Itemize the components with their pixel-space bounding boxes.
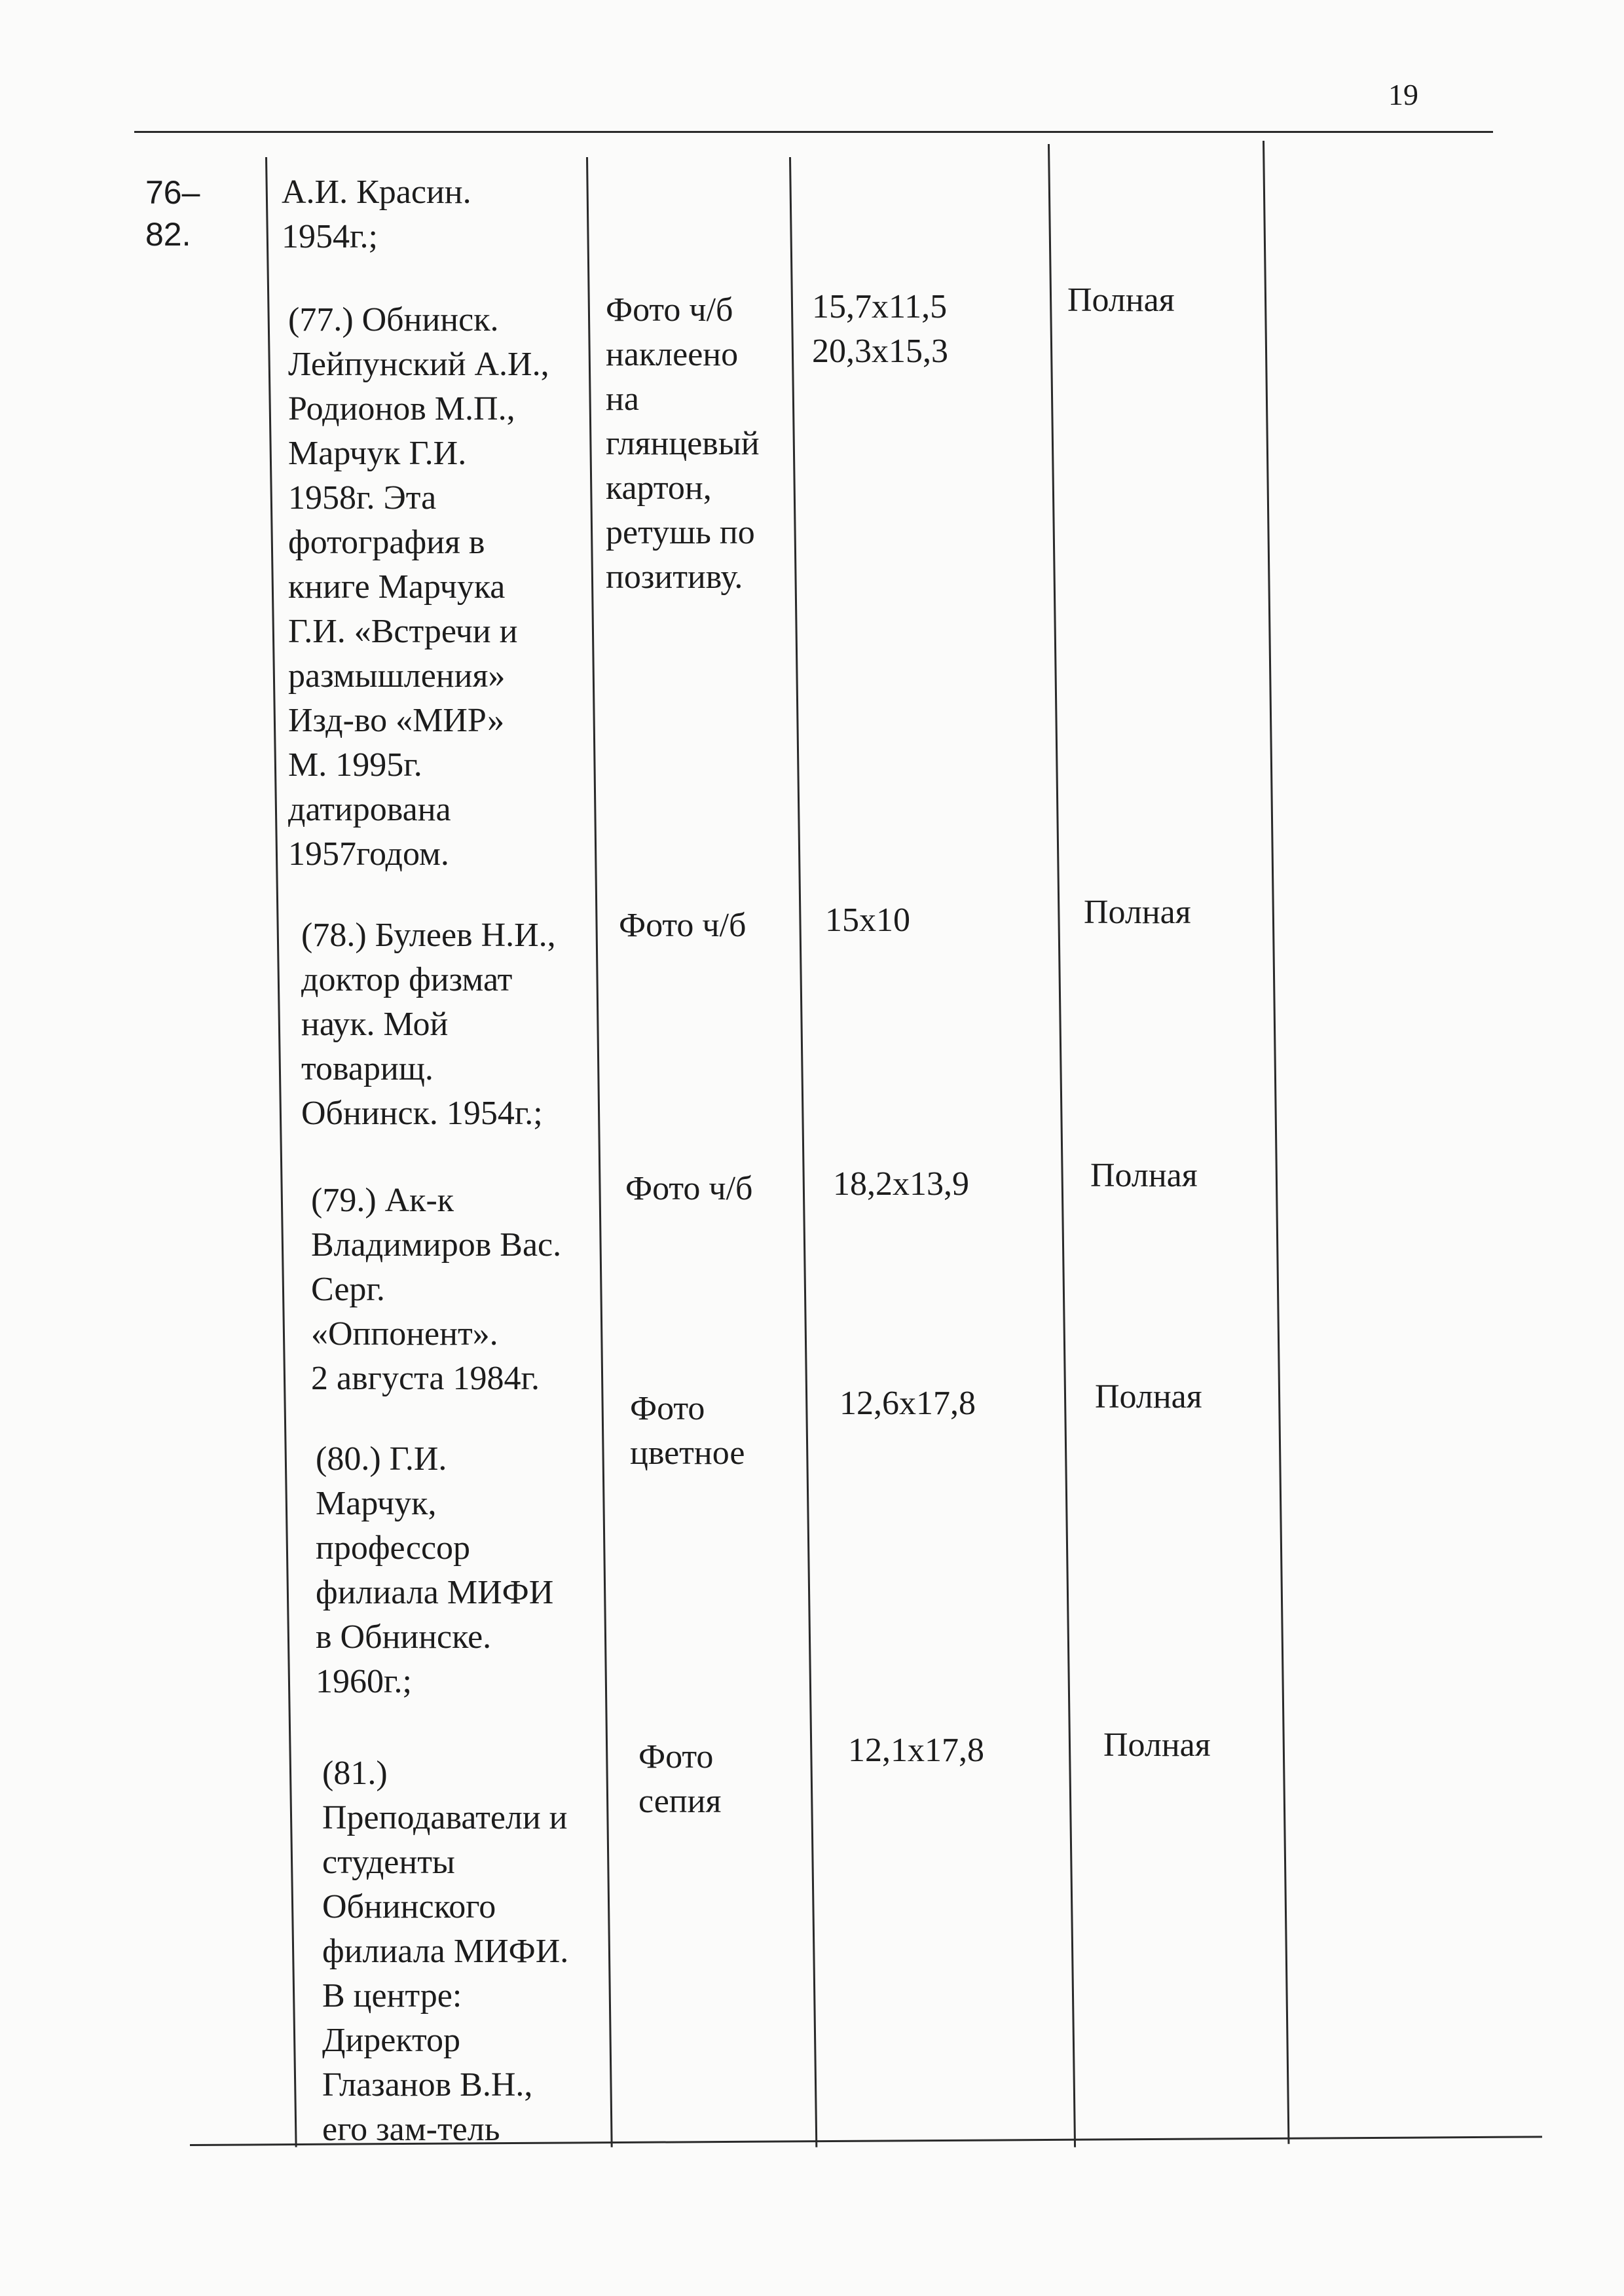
entry-78-description: (78.) Булеев Н.И., доктор физмат наук. Мой товарищ. Обнинск. 1954г.; bbox=[301, 917, 556, 1132]
entry-79-size: 18,2х13,9 bbox=[833, 1165, 969, 1203]
column-divider-5 bbox=[1263, 141, 1289, 2144]
entry-81-type: Фото сепия bbox=[638, 1738, 722, 1820]
column-divider-4 bbox=[1048, 144, 1076, 2147]
entry-79-description: (79.) Ак-к Владимиров Вас. Серг. «Оппонент». 2 августа 1984г. bbox=[311, 1182, 562, 1397]
entry-77-completeness: Полная bbox=[1067, 282, 1175, 319]
entry-80-type: Фото цветное bbox=[630, 1390, 745, 1472]
table-top-border bbox=[134, 131, 1493, 133]
entry-80-completeness: Полная bbox=[1095, 1378, 1202, 1415]
entry-78-type: Фото ч/б bbox=[619, 907, 747, 944]
entry-79-completeness: Полная bbox=[1090, 1157, 1198, 1194]
entry-78-size: 15х10 bbox=[825, 902, 910, 939]
entry-77-size: 15,7х11,5 20,3х15,3 bbox=[812, 288, 948, 370]
row-number: 76– 82. bbox=[145, 174, 200, 253]
entry-78-completeness: Полная bbox=[1084, 894, 1191, 931]
entry-80-size: 12,6х17,8 bbox=[840, 1385, 976, 1422]
intro-text: А.И. Красин. 1954г.; bbox=[282, 173, 471, 255]
entry-81-size: 12,1х17,8 bbox=[848, 1732, 984, 1769]
entry-81-completeness: Полная bbox=[1103, 1726, 1211, 1764]
entry-77-type: Фото ч/б наклеено на глянцевый картон, ретушь по позитиву. bbox=[606, 291, 760, 596]
entry-77-description: (77.) Обнинск. Лейпунский А.И., Родионов М.П., Марчук Г.И. 1958г. Эта фотография в книге Марчука Г.И. «Встречи и размышления» Изд-во «МИР» М. 1995г. датирована 1957годом. bbox=[288, 301, 549, 873]
entry-81-description: (81.) Преподаватели и студенты Обнинского филиала МИФИ. В центре: Директор Глазанов В.Н., его зам-тель bbox=[322, 1755, 569, 2148]
entry-80-description: (80.) Г.И. Марчук, профессор филиала МИФИ в Обнинске. 1960г.; bbox=[316, 1440, 554, 1700]
entry-79-type: Фото ч/б bbox=[625, 1170, 753, 1207]
page-number: 19 bbox=[1388, 78, 1418, 111]
